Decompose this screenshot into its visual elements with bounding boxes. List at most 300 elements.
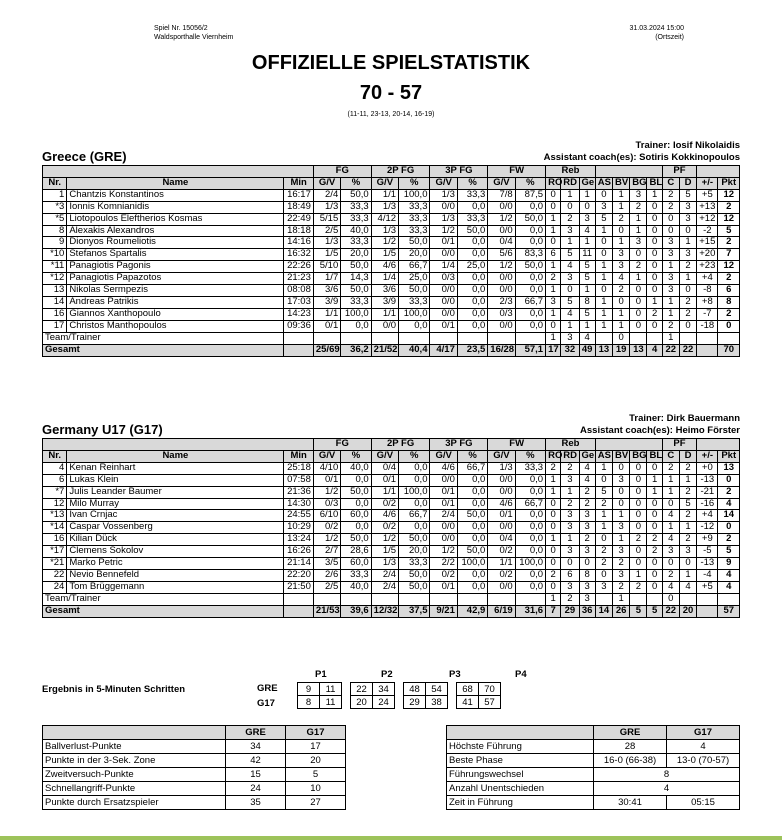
stat-cell: -7	[697, 308, 718, 320]
header-pf: PF	[662, 166, 696, 178]
stat-cell: -16	[697, 498, 718, 510]
stat-cell: 4/6	[488, 498, 515, 510]
stat-cell: 0	[546, 498, 561, 510]
stat-cell: 2	[561, 593, 579, 605]
stat-cell: 4/12	[371, 213, 398, 225]
stat-cell: 0/0	[430, 308, 457, 320]
stat-cell: 0	[647, 510, 662, 522]
column-header: Pkt	[718, 450, 740, 462]
stat-cell: 33,3	[399, 558, 430, 570]
stat-cell: 1	[613, 593, 630, 605]
stat-cell: 1	[546, 225, 561, 237]
stat-cell	[718, 332, 740, 344]
player-row	[43, 201, 740, 213]
team-trainer: Trainer: Dirk Bauermann	[629, 413, 740, 424]
stat-cell: 3	[679, 213, 696, 225]
stat-cell: 2/4	[371, 581, 398, 593]
stat-cell: 0,0	[399, 320, 430, 332]
team-trainer-row	[43, 332, 740, 344]
stat-cell: 25:18	[284, 462, 313, 474]
player-name: Ivan Crnjac	[67, 510, 284, 522]
stat-cell: 1	[613, 534, 630, 546]
stat-cell: 0,0	[457, 581, 487, 593]
column-header: AS	[595, 177, 612, 189]
total-cell: 29	[561, 605, 579, 617]
box-value: 24	[226, 782, 286, 796]
player-row	[43, 225, 740, 237]
stat-cell: 20,0	[399, 249, 430, 261]
stat-cell: 66,7	[515, 296, 545, 308]
stat-cell: 2	[718, 534, 740, 546]
stat-cell: 0	[647, 249, 662, 261]
stat-cell: 3	[679, 546, 696, 558]
stat-cell: 22:26	[284, 261, 313, 273]
column-header: BL	[647, 177, 662, 189]
stat-cell: 1	[546, 593, 561, 605]
box-header: GRE	[594, 726, 667, 740]
stat-cell: -8	[697, 285, 718, 297]
player-number: 24	[43, 581, 67, 593]
stat-cell: 50,0	[399, 237, 430, 249]
stat-cell: 0/0	[488, 225, 515, 237]
spacer	[342, 696, 351, 709]
box-header-row	[447, 726, 740, 740]
stat-cell: +0	[697, 462, 718, 474]
total-cell: 40,4	[399, 344, 430, 356]
stat-cell	[595, 593, 612, 605]
stat-cell: 0	[630, 498, 647, 510]
period-score: 68	[457, 683, 479, 696]
box-row	[43, 740, 346, 754]
period-score: 9	[298, 683, 320, 696]
stat-cell: 50,0	[457, 510, 487, 522]
stat-cell: 5	[579, 261, 595, 273]
header-fw: FW	[488, 439, 546, 451]
spacer	[448, 696, 457, 709]
stat-cell: 0	[679, 285, 696, 297]
stat-cell: 40,0	[341, 225, 371, 237]
stat-cell: 1/4	[430, 261, 457, 273]
player-number: 17	[43, 320, 67, 332]
total-cell: 39,6	[341, 605, 371, 617]
stat-cell: 21:23	[284, 273, 313, 285]
stat-cell: 1/3	[313, 237, 340, 249]
stat-cell: 2	[679, 308, 696, 320]
player-row	[43, 474, 740, 486]
stat-cell: 0	[647, 462, 662, 474]
stat-cell: 0	[630, 510, 647, 522]
stat-cell: 1	[647, 486, 662, 498]
stat-cell: 3	[579, 522, 595, 534]
stat-cell: 1	[595, 462, 612, 474]
player-row	[43, 249, 740, 261]
stat-cell	[630, 593, 647, 605]
stat-cell: 4/6	[371, 510, 398, 522]
stat-cell: 66,7	[399, 261, 430, 273]
total-cell: 22	[662, 605, 679, 617]
stat-cell: 0,0	[457, 522, 487, 534]
group-header-row	[43, 166, 740, 178]
stat-cell	[679, 593, 696, 605]
box-label: Ballverlust-Punkte	[43, 740, 226, 754]
header-reb: Reb	[546, 166, 596, 178]
total-cell: 57	[718, 605, 740, 617]
team-trainer-row	[43, 593, 740, 605]
stat-cell: 40,0	[341, 581, 371, 593]
period-head: P3	[449, 669, 461, 680]
stat-cell: 2	[561, 462, 579, 474]
stat-cell: 0/1	[430, 320, 457, 332]
stat-cell: 3	[662, 237, 679, 249]
stat-cell: 1/2	[313, 534, 340, 546]
stat-cell: 0,0	[457, 534, 487, 546]
stat-cell: 50,0	[515, 261, 545, 273]
stat-cell: 0/0	[430, 249, 457, 261]
stat-cell: 2	[630, 201, 647, 213]
stat-cell: 0	[613, 486, 630, 498]
stat-cell: 1/2	[488, 261, 515, 273]
period-score: 38	[426, 696, 448, 709]
stat-cell: 2	[630, 261, 647, 273]
total-cell: 5	[630, 605, 647, 617]
stat-cell: 0	[647, 522, 662, 534]
stat-cell: 3	[662, 273, 679, 285]
stat-cell: 0/2	[488, 546, 515, 558]
stat-cell: 0/1	[313, 320, 340, 332]
column-header: %	[515, 177, 545, 189]
stat-cell: 1/3	[371, 558, 398, 570]
stat-cell: 2	[647, 534, 662, 546]
stat-cell: 14:16	[284, 237, 313, 249]
column-header: G/V	[430, 177, 457, 189]
stat-cell: 22:20	[284, 569, 313, 581]
stat-cell: 5/15	[313, 213, 340, 225]
stat-cell	[430, 332, 457, 344]
box-row	[43, 782, 346, 796]
total-cell: 70	[718, 344, 740, 356]
total-cell: 22	[662, 344, 679, 356]
stat-cell: 5	[718, 225, 740, 237]
stat-cell: 7/8	[488, 189, 515, 201]
footer-bar	[0, 836, 782, 840]
player-row	[43, 308, 740, 320]
stat-cell: 0/1	[430, 486, 457, 498]
column-header: Nr.	[43, 177, 67, 189]
player-row	[43, 486, 740, 498]
player-row	[43, 558, 740, 570]
stat-cell: 1/3	[313, 201, 340, 213]
stat-cell: 3	[679, 249, 696, 261]
stat-cell: 0/2	[430, 569, 457, 581]
stat-cell: 3	[630, 189, 647, 201]
stat-cell: 2	[595, 558, 612, 570]
stat-cell: 3	[561, 581, 579, 593]
stat-cell: 5	[595, 486, 612, 498]
stat-cell: 25,0	[457, 261, 487, 273]
stat-cell: 2	[679, 486, 696, 498]
stat-cell: 3	[579, 546, 595, 558]
stat-cell: 0	[546, 510, 561, 522]
header-blank	[697, 166, 740, 178]
period-score: 20	[351, 696, 373, 709]
stat-cell: 21:14	[284, 558, 313, 570]
player-name: Chantzis Konstantinos	[67, 189, 284, 201]
stat-cell: 0	[546, 237, 561, 249]
stat-cell: 3	[630, 237, 647, 249]
stat-cell: 1	[630, 213, 647, 225]
stat-cell	[313, 332, 340, 344]
total-cell: 4/17	[430, 344, 457, 356]
box-row	[447, 768, 740, 782]
stat-cell: 0,0	[457, 201, 487, 213]
periods-label: Ergebnis in 5-Minuten Schritten	[42, 684, 186, 695]
stat-cell: +4	[697, 510, 718, 522]
stat-cell: 9	[718, 558, 740, 570]
stat-cell: 3	[561, 225, 579, 237]
stat-cell: 0/3	[313, 498, 340, 510]
stat-cell: 33,3	[399, 296, 430, 308]
stat-cell: 0/0	[488, 522, 515, 534]
player-row	[43, 296, 740, 308]
stat-cell: 1	[579, 320, 595, 332]
player-name: Marko Petric	[67, 558, 284, 570]
stat-cell: 5	[561, 249, 579, 261]
stat-cell: -5	[697, 546, 718, 558]
stat-cell: 1	[546, 285, 561, 297]
stat-cell: 1	[595, 308, 612, 320]
player-row	[43, 273, 740, 285]
player-name: Milo Murray	[67, 498, 284, 510]
stat-cell: 0	[647, 225, 662, 237]
period-team: GRE	[257, 683, 278, 694]
stat-cell: 4	[718, 569, 740, 581]
stat-cell: 1	[662, 486, 679, 498]
stat-cell	[457, 332, 487, 344]
column-header: Name	[67, 177, 284, 189]
stat-cell: 0	[647, 201, 662, 213]
stat-cell: 2	[579, 486, 595, 498]
stat-cell: 1/3	[430, 189, 457, 201]
header-blank	[697, 439, 740, 451]
player-name: Panagiotis Papazotos	[67, 273, 284, 285]
stat-cell: 0	[662, 558, 679, 570]
stat-cell: 13	[718, 462, 740, 474]
stat-cell: 1/2	[430, 225, 457, 237]
stat-cell: 0	[647, 498, 662, 510]
stat-cell	[399, 332, 430, 344]
stat-cell: 24:55	[284, 510, 313, 522]
stat-cell: 3	[613, 474, 630, 486]
box-value: 20	[286, 754, 346, 768]
stat-cell: 1	[662, 522, 679, 534]
stat-cell: 0	[613, 462, 630, 474]
stat-cell: 2	[561, 498, 579, 510]
stat-cell: 50,0	[341, 534, 371, 546]
stat-cell	[697, 593, 718, 605]
period-head: P2	[381, 669, 393, 680]
stat-cell: 2	[679, 534, 696, 546]
total-cell: 26	[613, 605, 630, 617]
stat-cell: 50,0	[399, 569, 430, 581]
stat-cell: 83,3	[515, 249, 545, 261]
stat-cell: 0,0	[515, 237, 545, 249]
stat-cell	[430, 593, 457, 605]
stat-cell: 4	[662, 534, 679, 546]
stat-cell: 4/6	[371, 261, 398, 273]
period-score: 11	[320, 696, 342, 709]
total-cell: 36,2	[341, 344, 371, 356]
stat-cell: 1/5	[313, 249, 340, 261]
stat-cell: 2	[595, 498, 612, 510]
stat-cell: 0/1	[430, 581, 457, 593]
period-row	[298, 683, 501, 696]
player-row	[43, 285, 740, 297]
stat-cell: 2	[579, 534, 595, 546]
header-2p: 2P FG	[371, 439, 430, 451]
box-value: 27	[286, 796, 346, 810]
column-header: D	[679, 450, 696, 462]
period-team: G17	[257, 698, 275, 709]
stat-cell: 66,7	[515, 498, 545, 510]
stat-cell: +5	[697, 581, 718, 593]
period-score: 70	[479, 683, 501, 696]
column-header: Min	[284, 450, 313, 462]
column-header: Nr.	[43, 450, 67, 462]
stat-cell: 1/3	[430, 213, 457, 225]
stat-cell: 1/4	[371, 273, 398, 285]
total-label: Gesamt	[43, 605, 284, 617]
stat-cell: 09:36	[284, 320, 313, 332]
total-cell: 37,5	[399, 605, 430, 617]
stat-cell: 0,0	[457, 569, 487, 581]
stat-cell: 5	[579, 273, 595, 285]
stat-cell	[371, 332, 398, 344]
stat-cell: 1	[561, 534, 579, 546]
stat-cell: 0,0	[515, 534, 545, 546]
stat-cell: 1/2	[313, 486, 340, 498]
box-label: Punkte durch Ersatzspieler	[43, 796, 226, 810]
stat-cell: 20,0	[399, 546, 430, 558]
stat-cell: 1	[595, 320, 612, 332]
stat-cell: 08:08	[284, 285, 313, 297]
timezone-note: (Ortszeit)	[655, 34, 684, 41]
stat-cell: 0	[561, 285, 579, 297]
stat-cell: 4	[662, 581, 679, 593]
stat-cell: 16:17	[284, 189, 313, 201]
stat-cell: +8	[697, 296, 718, 308]
stat-cell: 1	[546, 534, 561, 546]
stat-cell: 0,0	[399, 522, 430, 534]
game-number: Spiel Nr. 15056/2	[154, 25, 208, 32]
stat-cell: 2	[679, 296, 696, 308]
stat-cell: 0	[630, 285, 647, 297]
stat-cell: 2	[679, 510, 696, 522]
header-fg: FG	[313, 166, 371, 178]
stat-cell: 3/9	[313, 296, 340, 308]
stat-cell: 1	[613, 308, 630, 320]
player-number: *5	[43, 213, 67, 225]
stat-cell: 33,3	[399, 225, 430, 237]
stat-cell: 50,0	[457, 546, 487, 558]
player-row	[43, 320, 740, 332]
stat-cell: 0	[630, 474, 647, 486]
stat-cell: 1	[647, 189, 662, 201]
player-number: 12	[43, 498, 67, 510]
stat-cell: 1	[595, 225, 612, 237]
column-header: C	[662, 450, 679, 462]
player-row	[43, 522, 740, 534]
period-score: 29	[404, 696, 426, 709]
stat-cell: 0,0	[457, 308, 487, 320]
column-header: %	[341, 177, 371, 189]
stat-cell: 0	[546, 189, 561, 201]
stat-cell: 0,0	[457, 249, 487, 261]
stat-cell: 0	[662, 225, 679, 237]
stat-cell: 1	[595, 522, 612, 534]
header-fg: FG	[313, 439, 371, 451]
venue: Waldsporthalle Viernheim	[154, 34, 234, 41]
stat-cell: 0/4	[488, 534, 515, 546]
column-header: RD	[561, 450, 579, 462]
team-trainer-label: Team/Trainer	[43, 593, 284, 605]
total-cell: 32	[561, 344, 579, 356]
stat-cell: -4	[697, 569, 718, 581]
stat-cell: 50,0	[457, 225, 487, 237]
player-row	[43, 462, 740, 474]
stat-cell: 100,0	[399, 486, 430, 498]
stat-cell: 4	[662, 510, 679, 522]
stat-cell: 2	[662, 462, 679, 474]
total-cell: 17	[546, 344, 561, 356]
stat-cell: 5	[679, 498, 696, 510]
stat-cell: 3	[561, 546, 579, 558]
stat-cell: 3	[561, 273, 579, 285]
player-row	[43, 581, 740, 593]
stat-cell: 3	[561, 510, 579, 522]
player-number: *13	[43, 510, 67, 522]
stat-cell: 1	[561, 237, 579, 249]
player-number: *12	[43, 273, 67, 285]
stat-cell: 3	[579, 510, 595, 522]
stat-cell: 0	[647, 213, 662, 225]
stat-cell: 1	[679, 273, 696, 285]
stat-cell: 1	[579, 237, 595, 249]
stat-cell: 0	[630, 308, 647, 320]
stat-cell: 5/6	[488, 249, 515, 261]
total-cell: 49	[579, 344, 595, 356]
player-number: *21	[43, 558, 67, 570]
stat-cell: 60,0	[341, 558, 371, 570]
stat-cell: 6/10	[313, 510, 340, 522]
stat-cell: 0,0	[457, 237, 487, 249]
player-number: 22	[43, 569, 67, 581]
stat-cell: 4	[718, 498, 740, 510]
total-cell: 19	[613, 344, 630, 356]
stat-cell: 1/3	[488, 462, 515, 474]
stat-cell: 0	[662, 593, 679, 605]
stat-cell: 3	[546, 296, 561, 308]
stat-cell: 0/0	[371, 320, 398, 332]
group-header-row	[43, 439, 740, 451]
box-row	[447, 740, 740, 754]
stat-cell: 1	[679, 237, 696, 249]
stat-cell: 1	[546, 308, 561, 320]
total-cell: 42,9	[457, 605, 487, 617]
stat-cell: 0,0	[341, 498, 371, 510]
stat-cell: 0,0	[457, 498, 487, 510]
stat-cell	[341, 593, 371, 605]
column-header-row	[43, 177, 740, 189]
